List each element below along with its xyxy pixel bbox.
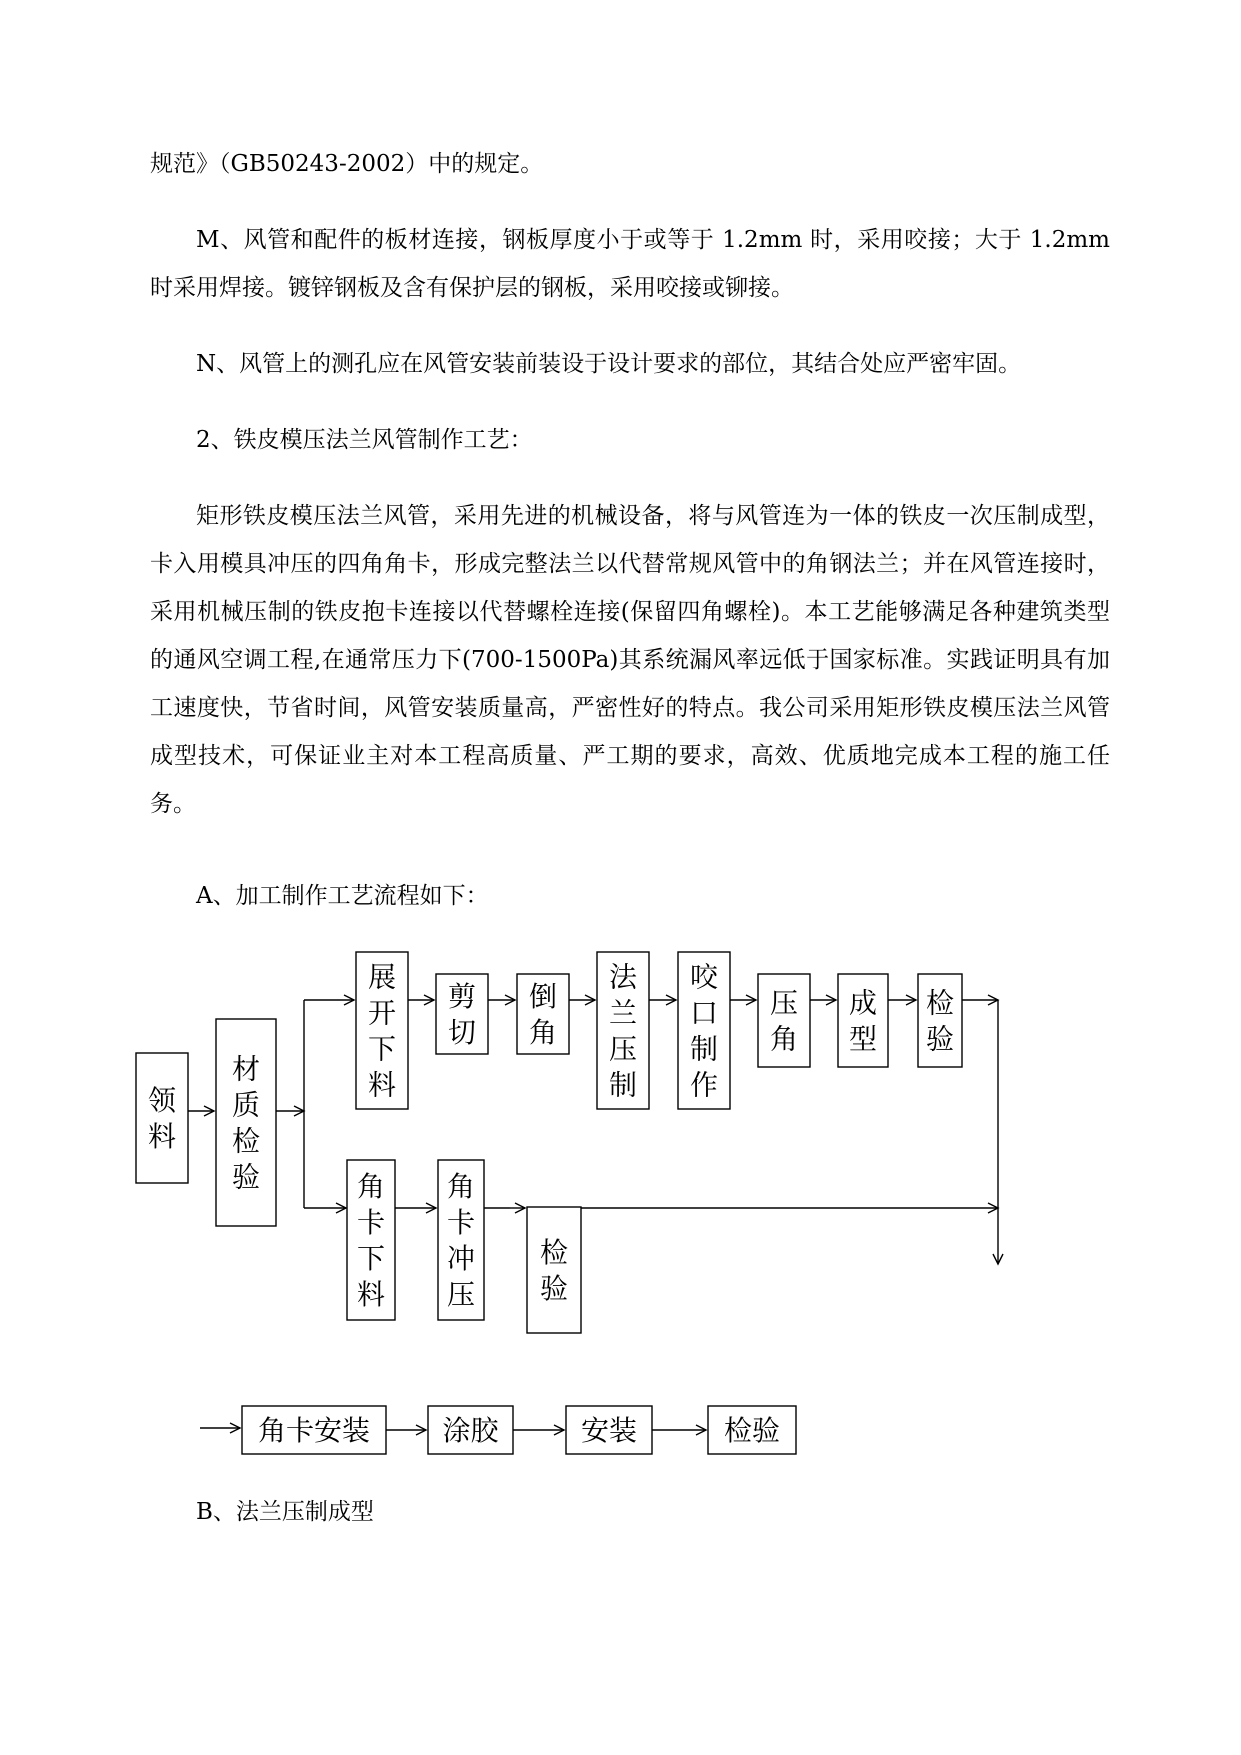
box-clip-punch-label: 冲 — [446, 1242, 476, 1275]
box-unfold-cut — [356, 952, 408, 1109]
box-clip-punch-label: 角 — [446, 1170, 476, 1203]
paragraph-process-description: 矩形铁皮模压法兰风管，采用先进的机械设备，将与风管连为一体的铁皮一次压制成型，卡入用模具冲压的四角角卡，形成完整法兰以代替常规风管中的角钢法兰；并在风管连接时，采用机械压制的铁皮抱卡连接以代替螺栓连接(保留四角螺栓)。本工艺能够满足各种建筑类型的通风空调工程,在通常压力下(700-1500Pa)其系统漏风率远低于国家标准。实践证明具有加工速度快，节省时间，风管安装质量高，严密性好的特点。我公司采用矩形铁皮模压法兰风管成型技术，可保证业主对本工程高质量、严工期的要求，高效、优质地完成本工程的施工任务。 — [150, 503, 1110, 817]
section-heading-2: 2、铁皮模压法兰风管制作工艺： — [196, 427, 533, 453]
box-clip-cut-label: 料 — [356, 1278, 386, 1311]
box-start — [136, 1053, 188, 1183]
box-clip-punch — [438, 1160, 484, 1320]
box-seam-make-label: 作 — [689, 1068, 719, 1102]
paragraph-item-m: M、风管和配件的板材连接，钢板厚度小于或等于 1.2mm 时，采用咬接；大于 1.2mm 时采用焊接。镀锌钢板及含有保护层的钢板，采用咬接或铆接。 — [150, 227, 1110, 301]
box-clip-cut-label: 卡 — [356, 1206, 386, 1239]
box-unfold-cut-label: 料 — [367, 1068, 397, 1102]
box-inspect-final — [708, 1406, 796, 1454]
box-glue — [428, 1406, 513, 1454]
box-press-corner-label: 角 — [769, 1022, 799, 1056]
box-clip-install-label: 角卡安装 — [257, 1414, 371, 1447]
box-inspect-lower — [527, 1207, 581, 1333]
box-forming-label: 成 — [848, 986, 878, 1020]
box-clip-punch-label: 压 — [446, 1278, 476, 1311]
box-inspect-upper-label: 验 — [925, 1022, 955, 1056]
box-install-label: 安装 — [580, 1414, 638, 1447]
box-glue-label: 涂胶 — [442, 1414, 499, 1447]
box-flange-press-label: 制 — [608, 1068, 638, 1102]
box-clip-cut-label: 下 — [356, 1242, 386, 1275]
box-inspect-material — [216, 1019, 276, 1226]
box-inspect-material-label: 验 — [231, 1160, 261, 1194]
box-chamfer-label: 倒 — [528, 980, 558, 1013]
box-unfold-cut-label: 展 — [367, 960, 397, 994]
box-unfold-cut-label: 下 — [367, 1032, 397, 1066]
box-unfold-cut-label: 开 — [367, 996, 397, 1030]
box-press-corner — [758, 974, 810, 1067]
box-seam-make-label: 口 — [689, 996, 719, 1030]
box-shear — [436, 974, 488, 1054]
box-seam-make-label: 制 — [689, 1032, 719, 1066]
box-chamfer — [517, 974, 569, 1054]
box-install — [566, 1406, 652, 1454]
paragraph-flow-heading-a: A、加工制作工艺流程如下： — [196, 883, 489, 909]
box-chamfer-label: 角 — [528, 1016, 558, 1049]
box-inspect-lower-label: 验 — [539, 1272, 569, 1305]
box-forming-label: 型 — [848, 1022, 878, 1056]
box-start-label: 领 — [147, 1084, 177, 1117]
box-clip-install — [242, 1406, 386, 1454]
box-start-label: 料 — [147, 1120, 177, 1153]
box-clip-cut — [347, 1160, 395, 1320]
box-flange-press-label: 压 — [608, 1032, 638, 1066]
box-inspect-upper-label: 检 — [925, 986, 955, 1020]
box-flange-press — [597, 952, 649, 1109]
box-inspect-lower-label: 检 — [539, 1236, 569, 1269]
box-inspect-material-label: 质 — [231, 1088, 261, 1122]
box-flange-press-label: 法 — [608, 960, 638, 994]
paragraph-item-n: N、风管上的测孔应在风管安装前装设于设计要求的部位，其结合处应严密牢固。 — [196, 351, 1022, 377]
box-inspect-final-label: 检验 — [723, 1414, 781, 1447]
paragraph-heading-b: B、法兰压制成型 — [196, 1499, 374, 1525]
box-clip-punch-label: 卡 — [446, 1206, 476, 1239]
box-press-corner-label: 压 — [769, 986, 799, 1020]
box-shear-label: 剪 — [447, 980, 477, 1013]
box-forming — [838, 974, 888, 1067]
box-flange-press-label: 兰 — [608, 996, 638, 1030]
box-inspect-material-label: 材 — [231, 1052, 261, 1086]
box-seam-make-label: 咬 — [689, 960, 719, 994]
box-shear-label: 切 — [447, 1016, 477, 1049]
paragraph-continuation: 规范》（GB50243-2002）中的规定。 — [150, 151, 544, 177]
box-seam-make — [678, 952, 730, 1109]
box-inspect-upper — [918, 974, 962, 1067]
box-inspect-material-label: 检 — [231, 1124, 261, 1158]
box-clip-cut-label: 角 — [356, 1170, 386, 1203]
